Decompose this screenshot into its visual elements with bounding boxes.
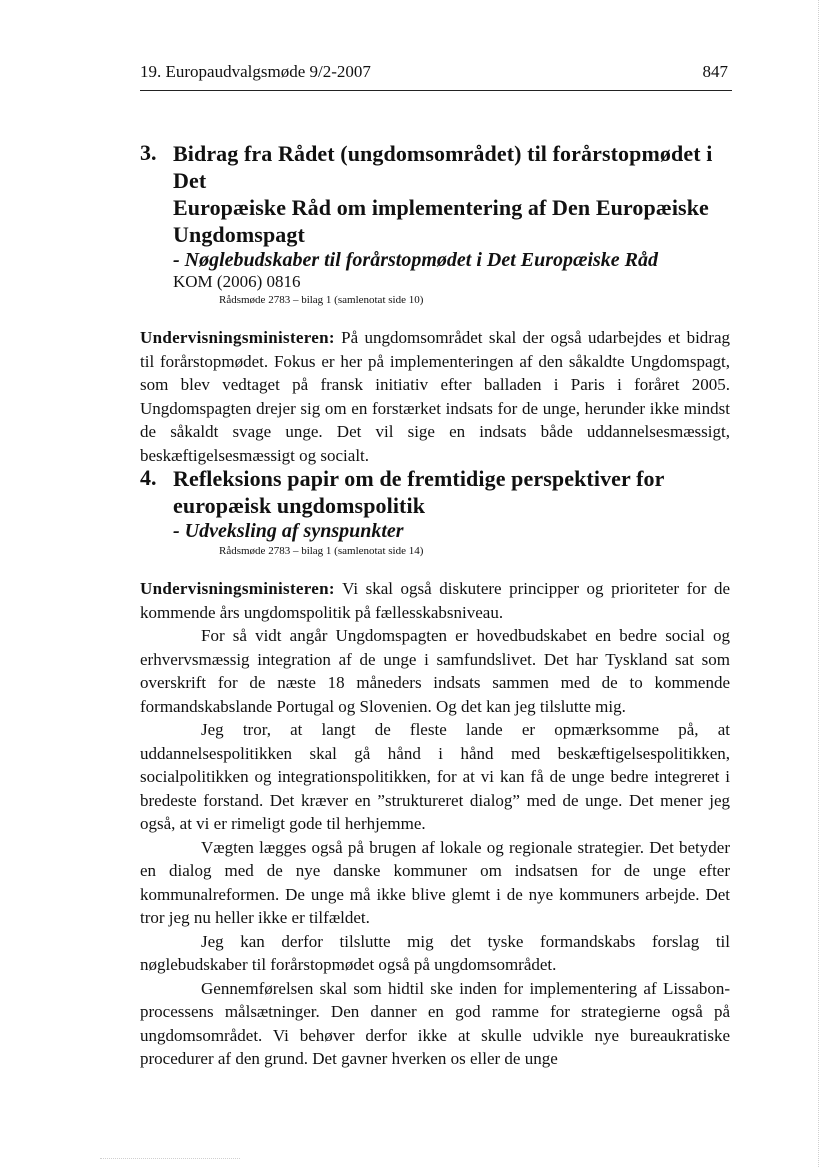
section-4-body xyxy=(140,577,730,1071)
section-4-title xyxy=(173,465,740,519)
paragraph xyxy=(140,326,730,467)
section-3-subtitle: - Nøglebudskaber til forårstopmødet i Det Europæiske Råd xyxy=(173,249,659,271)
section-3-title-line: Ungdomspagt xyxy=(173,222,305,247)
section-4-title-line: europæisk ungdomspolitik xyxy=(173,493,426,518)
scan-edge-mark xyxy=(818,0,825,1167)
speaker-label: Undervisningsministeren: xyxy=(140,328,335,347)
section-3-title xyxy=(173,140,740,248)
paragraph: Jeg tror, at langt de fleste lande er opmærksomme på, at uddannelsespolitikken skal gå hånd i hånd med beskæftigelsespolitikken, socialpolitikken og integrationspolitikken, for at vi kan få de unge bedre integreret i bredeste forstand. Det kræver en ”struktureret dialog” med de unge. Det mener jeg også, at vi er rimeligt gode til herhjemme. xyxy=(140,720,730,833)
page-header xyxy=(140,62,728,82)
section-3-title-line: Europæiske Råd om implementering af Den Europæiske xyxy=(173,195,709,220)
paragraph: Jeg kan derfor tilslutte mig det tyske formandskabs forslag til nøglebudskaber til forårstopmødet også på ungdomsområdet. xyxy=(140,931,730,974)
page-number: 847 xyxy=(702,62,728,81)
section-4-title-line: Refleksions papir om de fremtidige perspektiver for xyxy=(173,466,665,491)
paragraph: For så vidt angår Ungdomspagten er hovedbudskabet en bedre social og erhvervsmæssig integration af de unge i samfundslivet. Det har Tyskland sat som overskrift for de næste 18 måneders indsats sammen med de to kommende formandskabslande Portugal og Slovenien. Og det kan jeg tilslutte mig. xyxy=(140,626,730,716)
paragraph: Gennemførelsen skal som hidtil ske inden for implementering af Lissabon-processens målsætninger. Den danner en god ramme for strategierne også på ungdomsområdet. Vi behøver derfor ikke at skulle udvikle nye bureaukratiske procedurer af den grund. Det gavner hverken os eller de unge xyxy=(140,978,730,1068)
section-4-note: Rådsmøde 2783 – bilag 1 (samlenotat side 14) xyxy=(219,545,424,557)
section-3-body xyxy=(140,326,730,467)
paragraph-text: På ungdomsområdet skal der også udarbejdes et bidrag til forårstopmødet. Fokus er her på implementeringen af den såkaldte Ungdomspagt, som blev vedtaget på fransk initiativ efter balladen i Paris i foråret 2005. Ungdomspagten drejer sig om en forstærket indsats for de unge, herunder ikke mindst de såkaldt svage unge. Det vil sige en indsats både uddannelsesmæssigt, beskæftigelsesmæssigt og socialt. xyxy=(140,328,730,465)
section-4-number: 4. xyxy=(140,465,157,490)
section-3-title-line: Bidrag fra Rådet (ungdomsområdet) til forårstopmødet i Det xyxy=(173,141,713,193)
paragraph: Vægten lægges også på brugen af lokale og regionale strategier. Det betyder en dialog med de nye danske kommuner om indsatsen for de unge efter kommunalreformen. De unge må ikke blive glemt i de nye kommuners arbejde. Det tror jeg nu heller ikke er tilfældet. xyxy=(140,837,730,927)
scan-footer-mark xyxy=(100,1158,240,1161)
speaker-label: Undervisningsministeren: xyxy=(140,579,335,598)
section-3-note: Rådsmøde 2783 – bilag 1 (samlenotat side 10) xyxy=(219,294,424,306)
paragraph xyxy=(140,577,730,624)
section-4-subtitle: - Udveksling af synspunkter xyxy=(173,520,404,542)
paragraph-text: Vi skal også diskutere principper og prioriteter for de kommende års ungdomspolitik på fællesskabsniveau. xyxy=(140,579,730,622)
section-3-number: 3. xyxy=(140,140,157,165)
section-3-reference: KOM (2006) 0816 xyxy=(173,272,301,291)
section-3 xyxy=(140,140,740,467)
header-title: 19. Europaudvalgsmøde 9/2-2007 xyxy=(140,62,371,81)
header-divider xyxy=(140,90,732,91)
section-4 xyxy=(140,465,740,1071)
